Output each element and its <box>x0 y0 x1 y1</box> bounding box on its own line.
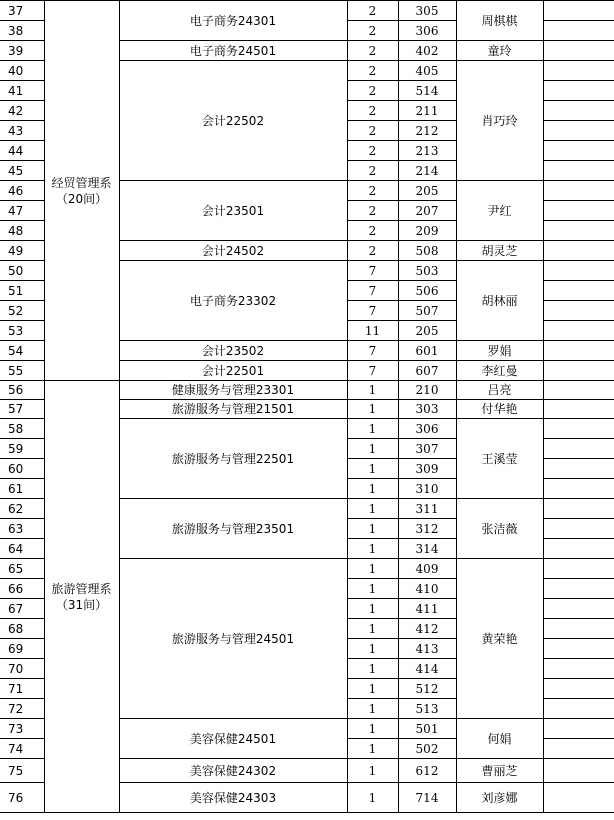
table-row <box>0 1 614 21</box>
row-number-cell: 66 <box>0 579 44 599</box>
floor-cell: 2 <box>347 21 398 41</box>
remarks-cell <box>543 619 614 639</box>
row-number-cell: 51 <box>0 281 44 301</box>
remarks-cell <box>543 141 614 161</box>
remarks-cell <box>543 439 614 459</box>
room-cell: 514 <box>398 81 456 101</box>
room-cell: 205 <box>398 181 456 201</box>
row-number-cell: 54 <box>0 341 44 361</box>
remarks-cell <box>543 659 614 679</box>
floor-cell: 1 <box>347 699 398 719</box>
class-name-cell: 美容保健24302 <box>119 759 347 783</box>
row-number-cell: 73 <box>0 719 44 739</box>
class-name-cell: 健康服务与管理23301 <box>119 381 347 400</box>
row-number-cell: 65 <box>0 559 44 579</box>
row-number-cell: 44 <box>0 141 44 161</box>
row-number-cell: 47 <box>0 201 44 221</box>
remarks-cell <box>543 241 614 261</box>
teacher-cell: 吕亮 <box>456 381 543 400</box>
floor-cell: 1 <box>347 759 398 783</box>
class-name-cell: 旅游服务与管理23501 <box>119 499 347 559</box>
department-cell: 经贸管理系（20间） <box>44 1 119 381</box>
remarks-cell <box>543 121 614 141</box>
row-number-cell: 41 <box>0 81 44 101</box>
row-number-cell: 64 <box>0 539 44 559</box>
room-cell: 306 <box>398 419 456 439</box>
remarks-cell <box>543 719 614 739</box>
floor-cell: 1 <box>347 599 398 619</box>
row-number-cell: 52 <box>0 301 44 321</box>
floor-cell: 2 <box>347 161 398 181</box>
room-cell: 207 <box>398 201 456 221</box>
floor-cell: 1 <box>347 619 398 639</box>
room-cell: 306 <box>398 21 456 41</box>
teacher-cell: 何娟 <box>456 719 543 759</box>
floor-cell: 7 <box>347 261 398 281</box>
row-number-cell: 67 <box>0 599 44 619</box>
teacher-cell: 胡灵芝 <box>456 241 543 261</box>
floor-cell: 1 <box>347 739 398 759</box>
room-cell: 513 <box>398 699 456 719</box>
teacher-cell: 张洁薇 <box>456 499 543 559</box>
floor-cell: 1 <box>347 659 398 679</box>
remarks-cell <box>543 81 614 101</box>
row-number-cell: 49 <box>0 241 44 261</box>
room-cell: 212 <box>398 121 456 141</box>
teacher-cell: 黄荣艳 <box>456 559 543 719</box>
class-name-cell: 旅游服务与管理21501 <box>119 400 347 419</box>
row-number-cell: 74 <box>0 739 44 759</box>
room-cell: 413 <box>398 639 456 659</box>
row-number-cell: 42 <box>0 101 44 121</box>
room-cell: 210 <box>398 381 456 400</box>
teacher-cell: 尹红 <box>456 181 543 241</box>
room-cell: 213 <box>398 141 456 161</box>
floor-cell: 7 <box>347 341 398 361</box>
remarks-cell <box>543 321 614 341</box>
room-cell: 503 <box>398 261 456 281</box>
room-cell: 512 <box>398 679 456 699</box>
class-name-cell: 美容保健24303 <box>119 783 347 813</box>
floor-cell: 1 <box>347 479 398 499</box>
class-name-cell: 电子商务23302 <box>119 261 347 341</box>
room-cell: 314 <box>398 539 456 559</box>
class-name-cell: 美容保健24501 <box>119 719 347 759</box>
row-number-cell: 53 <box>0 321 44 341</box>
remarks-cell <box>543 419 614 439</box>
row-number-cell: 37 <box>0 1 44 21</box>
teacher-cell: 曹丽芝 <box>456 759 543 783</box>
teacher-cell: 肖巧玲 <box>456 61 543 181</box>
room-cell: 205 <box>398 321 456 341</box>
class-name-cell: 会计24502 <box>119 241 347 261</box>
remarks-cell <box>543 479 614 499</box>
room-cell: 309 <box>398 459 456 479</box>
class-name-cell: 电子商务24301 <box>119 1 347 41</box>
row-number-cell: 39 <box>0 41 44 61</box>
remarks-cell <box>543 21 614 41</box>
remarks-cell <box>543 759 614 783</box>
remarks-cell <box>543 639 614 659</box>
class-name-cell: 旅游服务与管理24501 <box>119 559 347 719</box>
remarks-cell <box>543 261 614 281</box>
floor-cell: 1 <box>347 381 398 400</box>
remarks-cell <box>543 341 614 361</box>
class-name-cell: 电子商务24501 <box>119 41 347 61</box>
room-cell: 303 <box>398 400 456 419</box>
row-number-cell: 55 <box>0 361 44 381</box>
row-number-cell: 71 <box>0 679 44 699</box>
row-number-cell: 72 <box>0 699 44 719</box>
room-cell: 607 <box>398 361 456 381</box>
room-cell: 506 <box>398 281 456 301</box>
floor-cell: 1 <box>347 499 398 519</box>
floor-cell: 2 <box>347 61 398 81</box>
class-name-cell: 会计23502 <box>119 341 347 361</box>
room-cell: 601 <box>398 341 456 361</box>
floor-cell: 1 <box>347 679 398 699</box>
row-number-cell: 76 <box>0 783 44 813</box>
remarks-cell <box>543 739 614 759</box>
row-number-cell: 50 <box>0 261 44 281</box>
floor-cell: 1 <box>347 719 398 739</box>
row-number-cell: 43 <box>0 121 44 141</box>
row-number-cell: 68 <box>0 619 44 639</box>
room-cell: 214 <box>398 161 456 181</box>
remarks-cell <box>543 519 614 539</box>
teacher-cell: 周棋棋 <box>456 1 543 41</box>
remarks-cell <box>543 61 614 81</box>
floor-cell: 1 <box>347 439 398 459</box>
floor-cell: 2 <box>347 81 398 101</box>
remarks-cell <box>543 400 614 419</box>
floor-cell: 2 <box>347 141 398 161</box>
room-cell: 411 <box>398 599 456 619</box>
room-cell: 402 <box>398 41 456 61</box>
class-name-cell: 会计22501 <box>119 361 347 381</box>
floor-cell: 1 <box>347 639 398 659</box>
row-number-cell: 75 <box>0 759 44 783</box>
floor-cell: 2 <box>347 41 398 61</box>
department-cell: 旅游管理系（31间） <box>44 381 119 813</box>
remarks-cell <box>543 381 614 400</box>
room-cell: 211 <box>398 101 456 121</box>
row-number-cell: 57 <box>0 400 44 419</box>
room-cell: 412 <box>398 619 456 639</box>
teacher-cell: 刘彦娜 <box>456 783 543 813</box>
room-cell: 508 <box>398 241 456 261</box>
room-cell: 312 <box>398 519 456 539</box>
remarks-cell <box>543 1 614 21</box>
row-number-cell: 60 <box>0 459 44 479</box>
remarks-cell <box>543 41 614 61</box>
remarks-cell <box>543 181 614 201</box>
remarks-cell <box>543 559 614 579</box>
room-cell: 307 <box>398 439 456 459</box>
remarks-cell <box>543 161 614 181</box>
remarks-cell <box>543 539 614 559</box>
room-cell: 305 <box>398 1 456 21</box>
teacher-cell: 胡林丽 <box>456 261 543 341</box>
teacher-cell: 王溪莹 <box>456 419 543 499</box>
remarks-cell <box>543 699 614 719</box>
table-body <box>0 1 614 813</box>
row-number-cell: 61 <box>0 479 44 499</box>
room-cell: 409 <box>398 559 456 579</box>
row-number-cell: 38 <box>0 21 44 41</box>
floor-cell: 7 <box>347 281 398 301</box>
floor-cell: 2 <box>347 241 398 261</box>
teacher-cell: 童玲 <box>456 41 543 61</box>
floor-cell: 7 <box>347 301 398 321</box>
remarks-cell <box>543 101 614 121</box>
row-number-cell: 58 <box>0 419 44 439</box>
row-number-cell: 62 <box>0 499 44 519</box>
floor-cell: 2 <box>347 101 398 121</box>
floor-cell: 2 <box>347 1 398 21</box>
room-cell: 310 <box>398 479 456 499</box>
floor-cell: 1 <box>347 400 398 419</box>
room-cell: 612 <box>398 759 456 783</box>
teacher-cell: 付华艳 <box>456 400 543 419</box>
floor-cell: 1 <box>347 519 398 539</box>
remarks-cell <box>543 281 614 301</box>
room-cell: 311 <box>398 499 456 519</box>
floor-cell: 1 <box>347 579 398 599</box>
floor-cell: 2 <box>347 181 398 201</box>
row-number-cell: 63 <box>0 519 44 539</box>
row-number-cell: 69 <box>0 639 44 659</box>
row-number-cell: 45 <box>0 161 44 181</box>
remarks-cell <box>543 201 614 221</box>
floor-cell: 1 <box>347 539 398 559</box>
class-name-cell: 会计22502 <box>119 61 347 181</box>
remarks-cell <box>543 301 614 321</box>
row-number-cell: 46 <box>0 181 44 201</box>
row-number-cell: 70 <box>0 659 44 679</box>
remarks-cell <box>543 221 614 241</box>
remarks-cell <box>543 679 614 699</box>
floor-cell: 2 <box>347 221 398 241</box>
room-cell: 507 <box>398 301 456 321</box>
class-name-cell: 会计23501 <box>119 181 347 241</box>
room-cell: 502 <box>398 739 456 759</box>
room-cell: 414 <box>398 659 456 679</box>
floor-cell: 1 <box>347 783 398 813</box>
floor-cell: 1 <box>347 419 398 439</box>
floor-cell: 2 <box>347 201 398 221</box>
row-number-cell: 40 <box>0 61 44 81</box>
remarks-cell <box>543 499 614 519</box>
floor-cell: 7 <box>347 361 398 381</box>
room-cell: 501 <box>398 719 456 739</box>
teacher-cell: 李红曼 <box>456 361 543 381</box>
floor-cell: 2 <box>347 121 398 141</box>
teacher-cell: 罗娟 <box>456 341 543 361</box>
row-number-cell: 59 <box>0 439 44 459</box>
remarks-cell <box>543 599 614 619</box>
class-name-cell: 旅游服务与管理22501 <box>119 419 347 499</box>
room-cell: 209 <box>398 221 456 241</box>
table-row <box>0 381 614 400</box>
room-cell: 714 <box>398 783 456 813</box>
room-cell: 410 <box>398 579 456 599</box>
floor-cell: 1 <box>347 459 398 479</box>
row-number-cell: 56 <box>0 381 44 400</box>
remarks-cell <box>543 459 614 479</box>
floor-cell: 1 <box>347 559 398 579</box>
remarks-cell <box>543 783 614 813</box>
row-number-cell: 48 <box>0 221 44 241</box>
remarks-cell <box>543 361 614 381</box>
remarks-cell <box>543 579 614 599</box>
floor-cell: 11 <box>347 321 398 341</box>
room-cell: 405 <box>398 61 456 81</box>
